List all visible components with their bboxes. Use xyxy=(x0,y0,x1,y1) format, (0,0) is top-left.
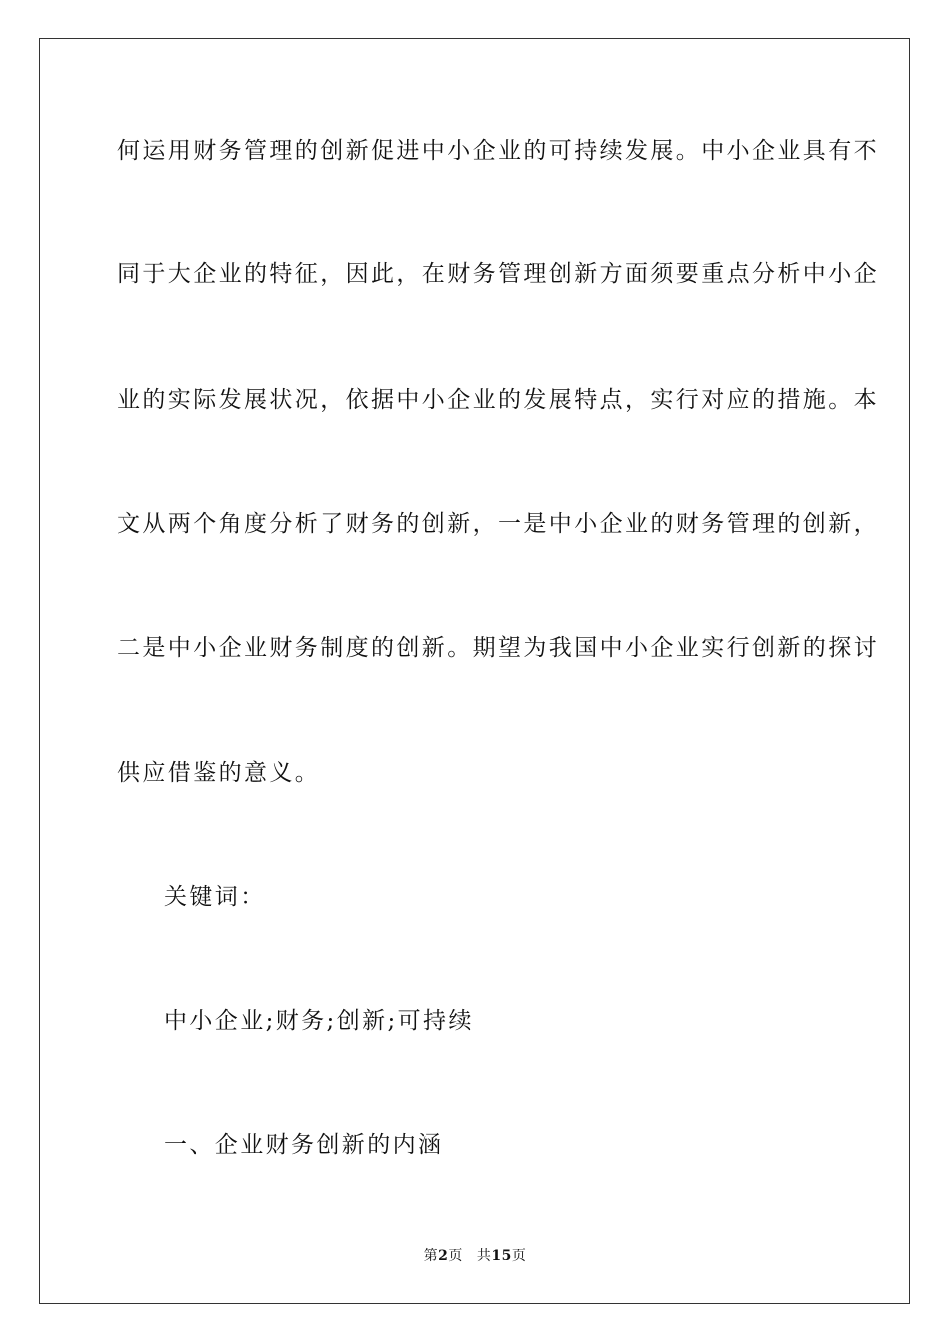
section-heading: 一、企业财务创新的内涵 xyxy=(164,1132,444,1158)
footer-total-suffix: 页 xyxy=(511,1248,527,1264)
body-text-line-6: 供应借鉴的意义。 xyxy=(117,760,321,786)
body-text-line-4: 文从两个角度分析了财务的创新，一是中小企业的财务管理的创新， xyxy=(117,511,879,537)
footer-total-number: 15 xyxy=(491,1248,512,1264)
footer-page-prefix: 第 xyxy=(423,1248,439,1264)
body-text-line-1: 何运用财务管理的创新促进中小企业的可持续发展。中小企业具有不 xyxy=(117,138,879,164)
body-text-line-5: 二是中小企业财务制度的创新。期望为我国中小企业实行创新的探讨 xyxy=(117,635,879,661)
body-text-line-3: 业的实际发展状况，依据中小企业的发展特点，实行对应的措施。本 xyxy=(117,387,879,413)
footer-page-number: 2 xyxy=(438,1248,449,1264)
footer-page-suffix: 页 xyxy=(448,1248,463,1264)
body-text-line-2: 同于大企业的特征，因此，在财务管理创新方面须要重点分析中小企 xyxy=(117,261,879,287)
keywords-list: 中小企业;财务;创新;可持续 xyxy=(164,1008,474,1034)
page-border xyxy=(39,38,910,1304)
footer-total-prefix: 共 xyxy=(476,1248,492,1264)
keywords-label: 关键词： xyxy=(164,884,266,910)
page-footer xyxy=(0,1247,950,1265)
